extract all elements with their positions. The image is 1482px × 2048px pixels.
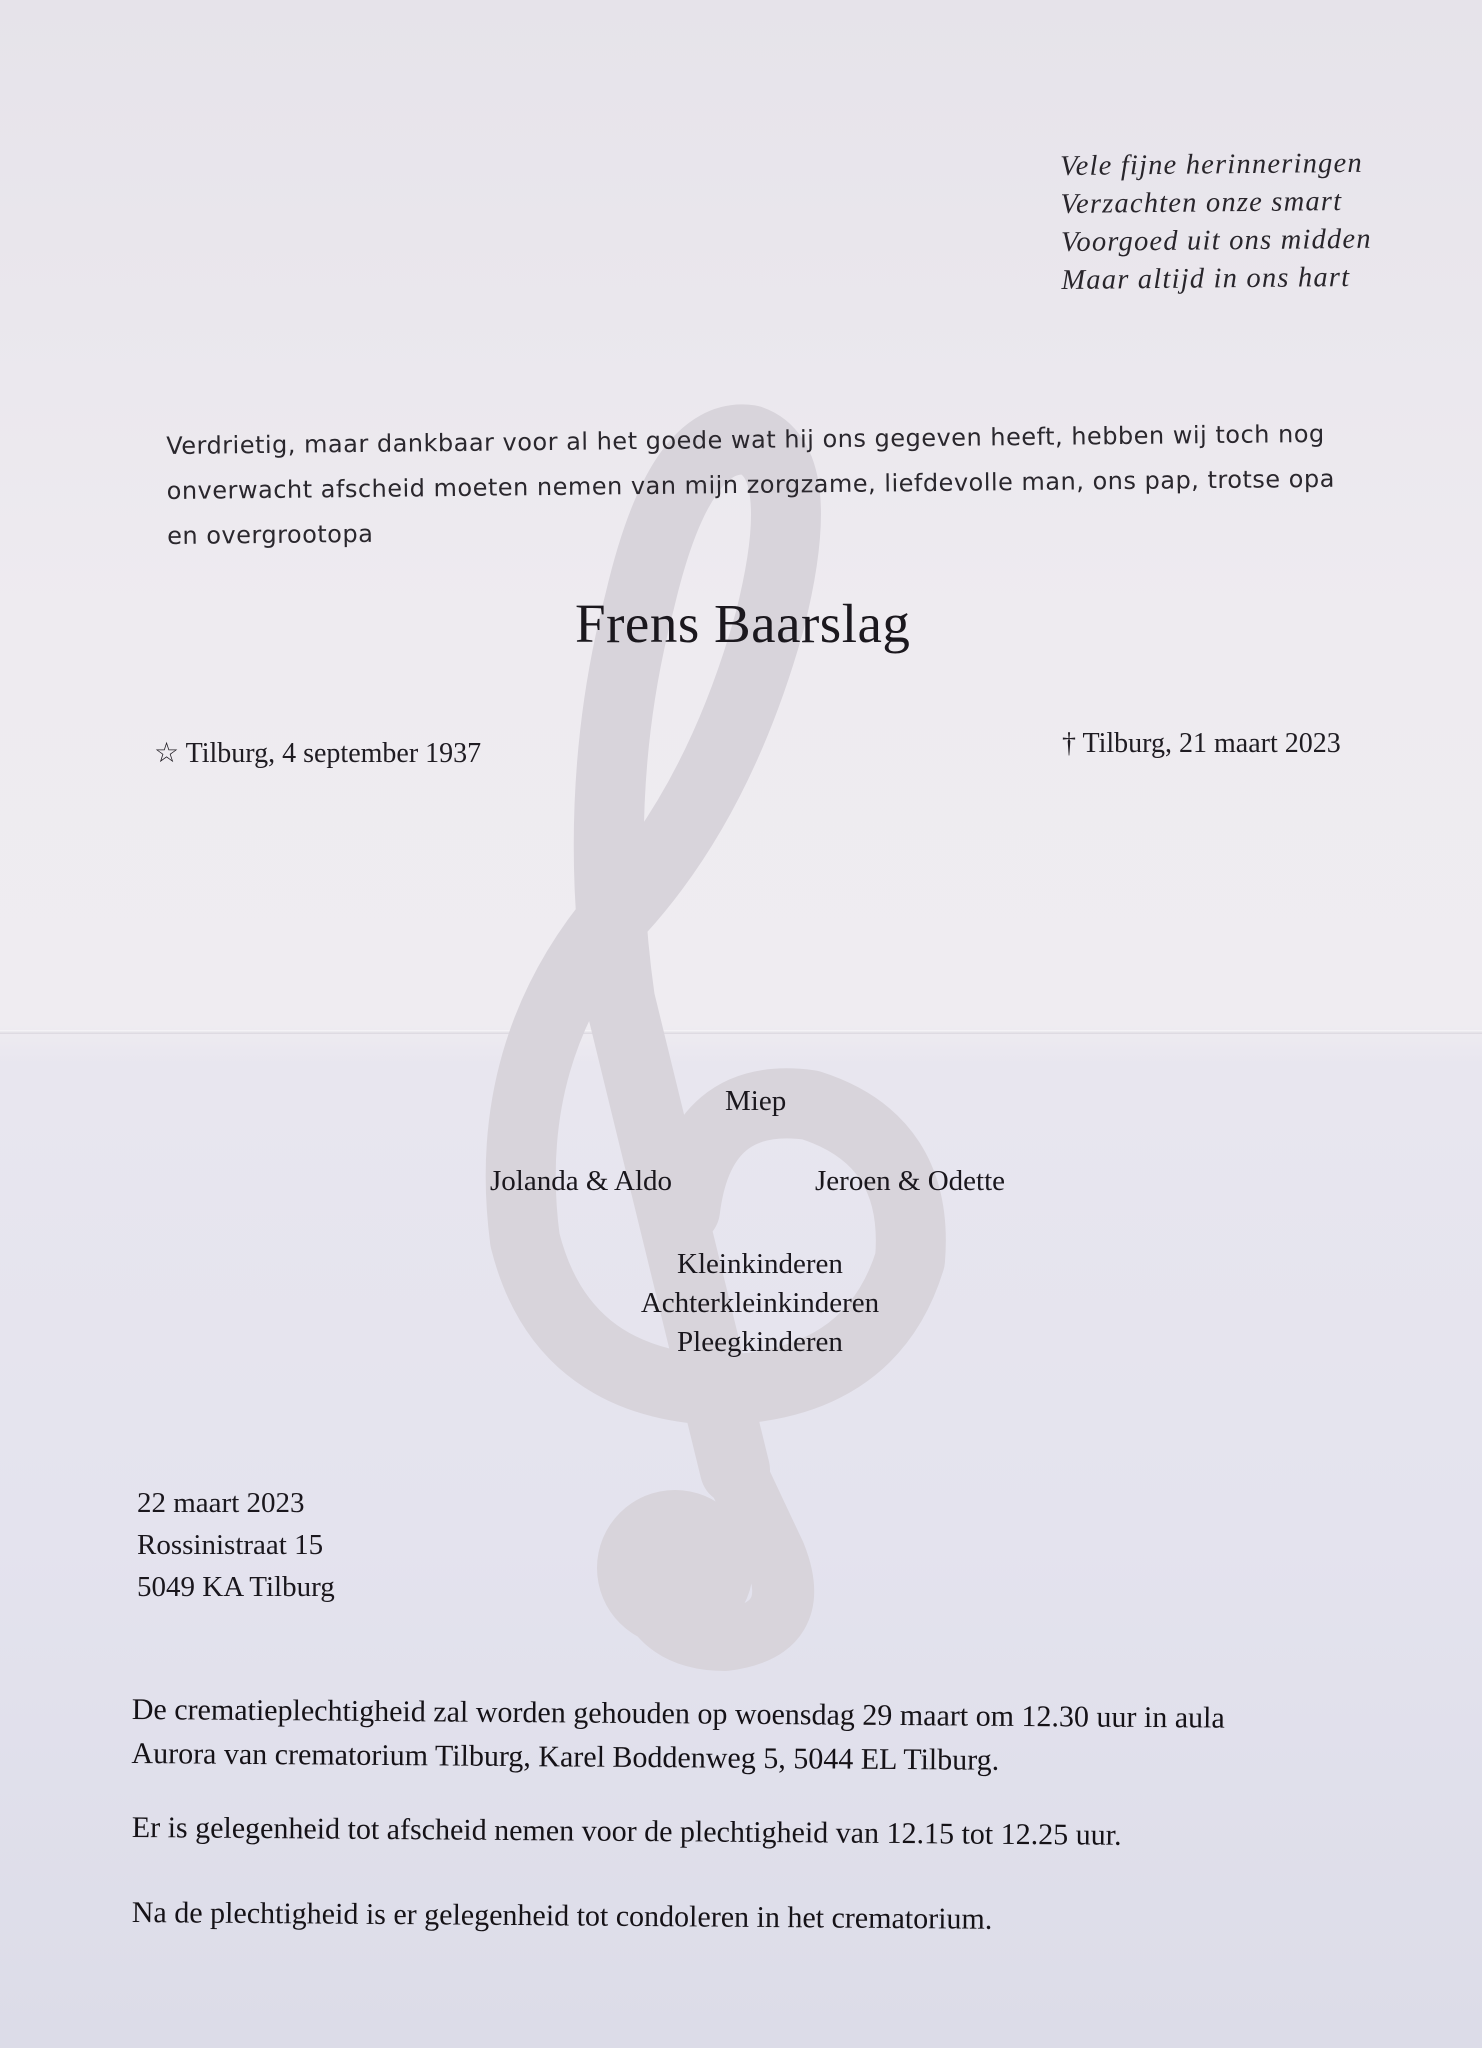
relation-label: Pleegkinderen: [677, 1326, 843, 1358]
correspondence-address: [137, 1482, 335, 1608]
grandchildren-list: [560, 1245, 960, 1362]
deceased-name: Frens Baarslag: [575, 593, 911, 654]
ceremony-line: Aurora van crematorium Tilburg, Karel Boddenweg 5, 5044 EL Tilburg.: [131, 1736, 1000, 1777]
poem-line: Maar altijd in ons hart: [1061, 261, 1351, 296]
farewell-line: Er is gelegenheid tot afscheid nemen voor de plechtigheid van 12.15 tot 12.25 uur.: [131, 1810, 1122, 1852]
condolence-info: [132, 1891, 1432, 1945]
birth-info: ☆ Tilburg, 4 september 1937: [154, 738, 482, 769]
death-info: † Tilburg, 21 maart 2023: [1062, 728, 1341, 759]
poem-line: Verzachten onze smart: [1060, 186, 1343, 220]
address-date: 22 maart 2023: [137, 1487, 305, 1519]
child-family-1: Jolanda & Aldo: [490, 1165, 673, 1197]
ceremony-info: [131, 1688, 1432, 1786]
address-city: 5049 KA Tilburg: [137, 1571, 335, 1603]
memorial-poem: [1060, 145, 1372, 300]
treble-clef-icon: [470, 370, 1050, 1710]
child-family-2: Jeroen & Odette: [815, 1165, 1006, 1197]
poem-line: Vele fijne herinneringen: [1060, 147, 1363, 182]
farewell-info: [132, 1806, 1432, 1860]
ceremony-line: De crematieplechtigheid zal worden gehouden op woensdag 29 maart om 12.30 uur in aula: [131, 1692, 1225, 1735]
intro-line: Verdrietig, maar dankbaar voor al het goede wat hij ons gegeven heeft, hebben wij toch nog: [166, 419, 1325, 460]
intro-text: [166, 411, 1417, 559]
relation-label: Kleinkinderen: [677, 1248, 843, 1280]
intro-line: onverwacht afscheid moeten nemen van mijn zorgzame, liefdevolle man, ons pap, trotse opa: [166, 464, 1335, 505]
spouse-name: Miep: [725, 1085, 787, 1117]
condolence-line: Na de plechtigheid is er gelegenheid tot condoleren in het crematorium.: [131, 1895, 993, 1936]
poem-line: Voorgoed uit ons midden: [1060, 223, 1372, 258]
intro-line: en overgrootopa: [167, 519, 374, 550]
relation-label: Achterkleinkinderen: [640, 1287, 880, 1319]
address-street: Rossinistraat 15: [137, 1529, 324, 1561]
